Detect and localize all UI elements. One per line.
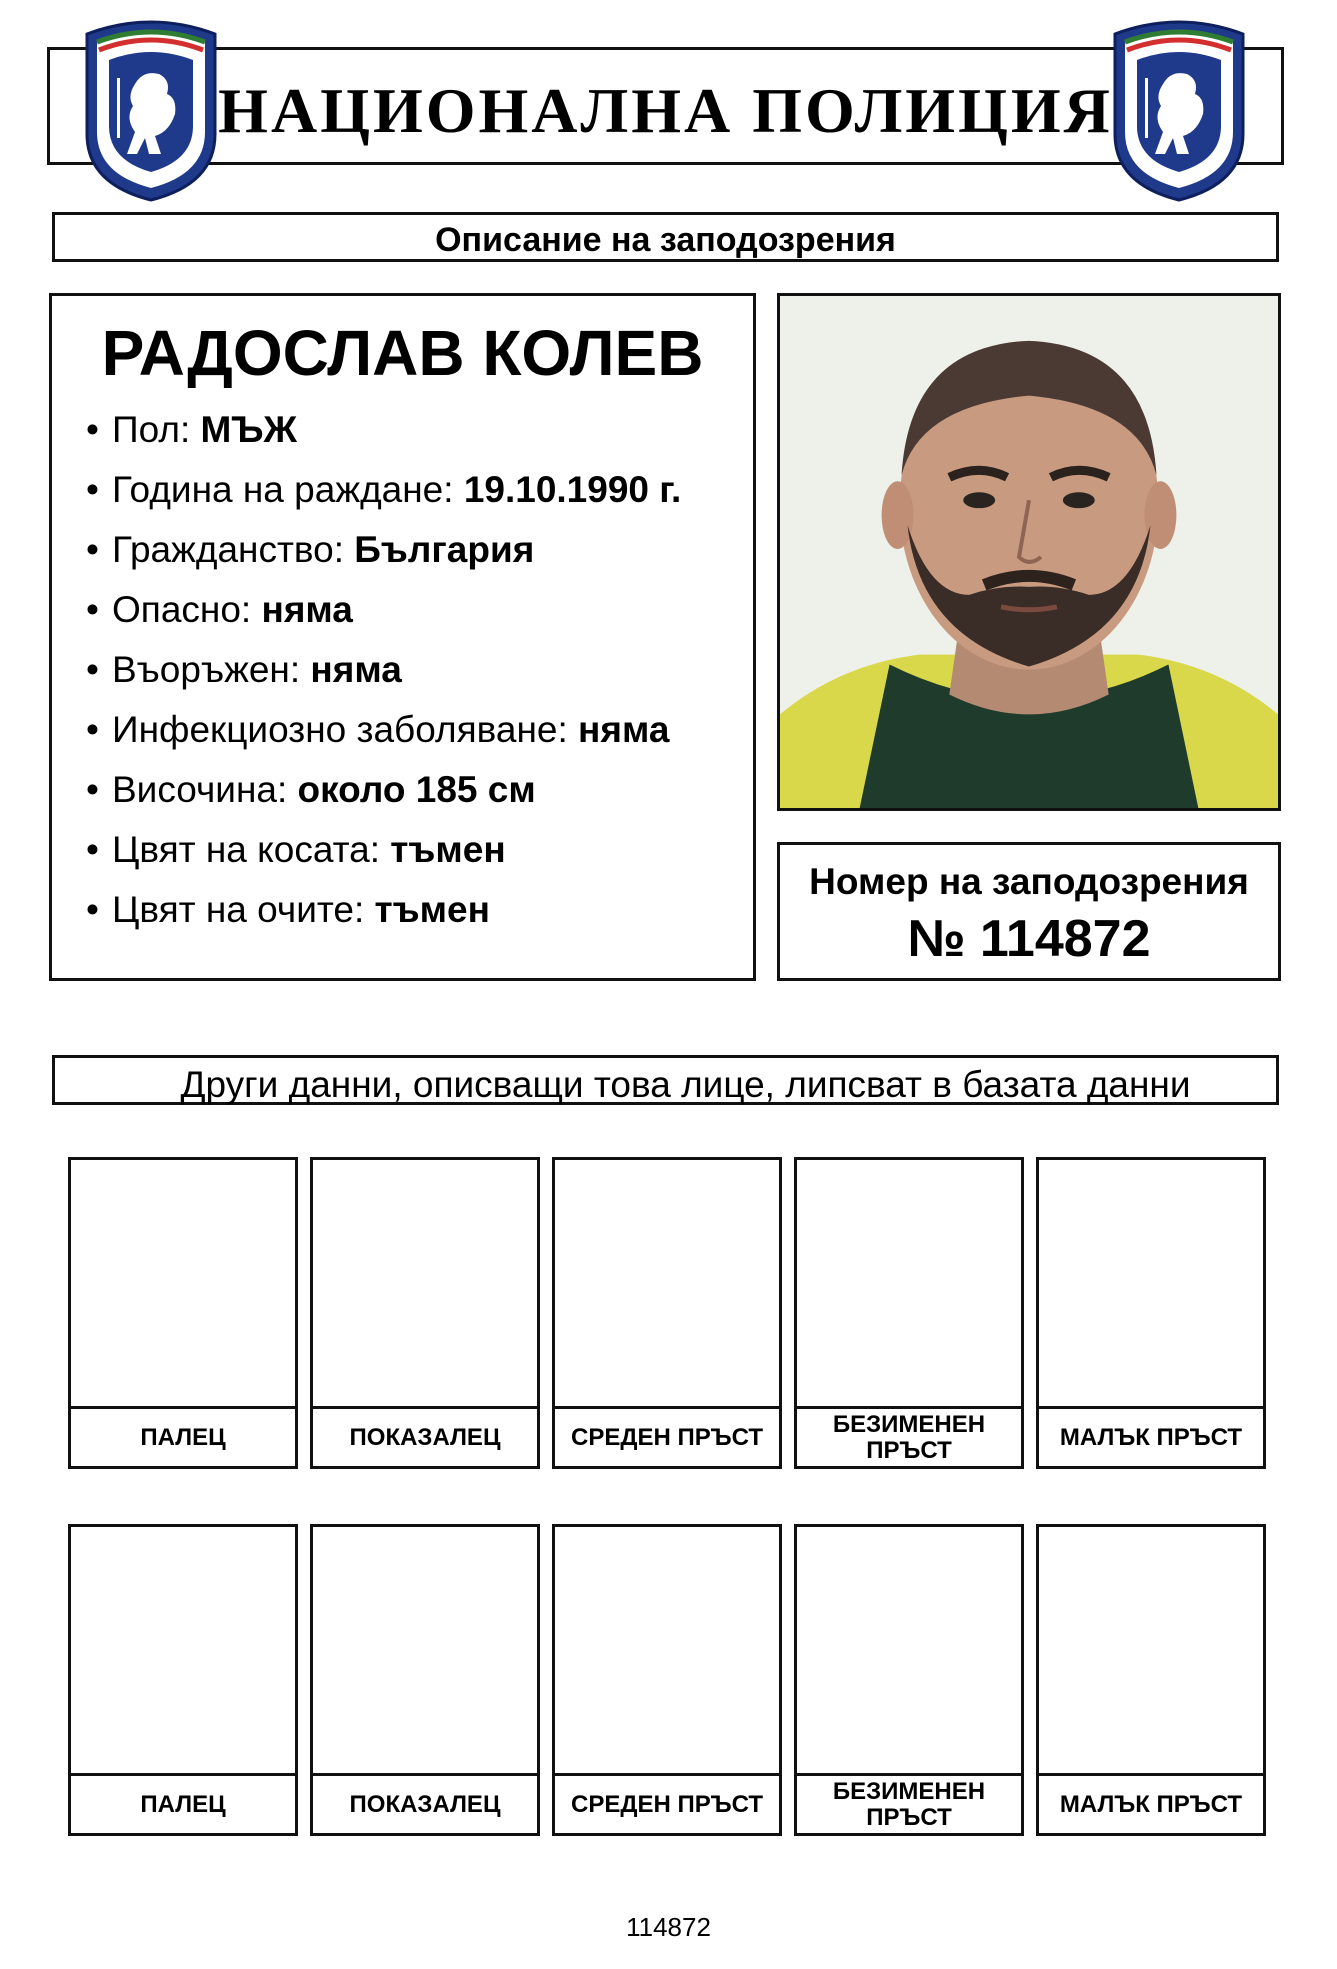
fingerprint-cell-thumb: [68, 1157, 298, 1469]
fingerprint-cell-ring: [794, 1157, 1024, 1469]
fingerprint-area: [313, 1160, 537, 1409]
fingerprint-label: МАЛЪК ПРЪСТ: [1059, 1423, 1243, 1451]
police-emblem-left: [77, 14, 225, 204]
detail-armed: • Въоръжен: няма: [86, 649, 402, 690]
fingerprint-cell-index: [310, 1157, 540, 1469]
fingerprint-area: [555, 1160, 779, 1409]
detail-value: България: [354, 529, 535, 570]
suspect-name: РАДОСЛАВ КОЛЕВ: [101, 317, 704, 389]
subtitle-text: Описание на заподозрения: [435, 221, 896, 259]
fingerprint-label: МАЛЪК ПРЪСТ: [1059, 1790, 1243, 1818]
fingerprint-cell-thumb: [68, 1524, 298, 1836]
detail-value: тъмен: [374, 889, 490, 930]
detail-label: Въоръжен:: [112, 649, 311, 690]
detail-value: 19.10.1990 г.: [463, 469, 682, 510]
fingerprint-cell-middle: [552, 1157, 782, 1469]
fingerprint-area: [1039, 1527, 1263, 1776]
detail-value: няма: [578, 709, 670, 750]
detail-value: около 185 см: [297, 769, 536, 810]
footer-number: 114872: [626, 1912, 711, 1942]
fingerprint-label: СРЕДЕН ПРЪСТ: [571, 1423, 763, 1451]
detail-value: няма: [310, 649, 402, 690]
detail-label: Опасно:: [112, 589, 262, 630]
police-emblem-right: [1105, 14, 1253, 204]
fingerprint-area: [71, 1527, 295, 1776]
fingerprint-label: ПОКАЗАЛЕЦ: [349, 1790, 501, 1818]
detail-birth-date: • Година на раждане: 19.10.1990 г.: [86, 469, 682, 510]
fingerprint-label: ПОКАЗАЛЕЦ: [349, 1423, 501, 1451]
detail-label: Инфекциозно заболяване:: [112, 709, 579, 750]
detail-label: Цвят на косата:: [112, 829, 391, 870]
detail-value: няма: [261, 589, 353, 630]
header-banner: [47, 47, 1284, 165]
detail-height: • Височина: около 185 см: [86, 769, 536, 810]
fingerprint-area: [555, 1527, 779, 1776]
suspect-info-panel: [49, 293, 756, 981]
suspect-number-value: № 114872: [907, 910, 1151, 968]
detail-label: Пол:: [112, 409, 201, 450]
suspect-number-label: Номер на заподозрения: [809, 861, 1249, 902]
detail-label: Цвят на очите:: [112, 889, 375, 930]
detail-hair-color: • Цвят на косата: тъмен: [86, 829, 506, 870]
suspect-photo: [780, 296, 1278, 808]
suspect-number-box: [777, 842, 1281, 981]
detail-eye-color: • Цвят на очите: тъмен: [86, 889, 490, 930]
fingerprint-cell-index: [310, 1524, 540, 1836]
fingerprint-area: [313, 1527, 537, 1776]
suspect-photo-frame: [777, 293, 1281, 811]
fingerprint-label: БЕЗИМЕНЕН ПРЪСТ: [832, 1410, 986, 1464]
fingerprint-label: СРЕДЕН ПРЪСТ: [571, 1790, 763, 1818]
detail-sex: • Пол: МЪЖ: [86, 409, 297, 450]
fingerprint-area: [71, 1160, 295, 1409]
detail-label: Гражданство:: [112, 529, 355, 570]
detail-label: Височина:: [112, 769, 298, 810]
detail-infectious-disease: • Инфекциозно заболяване: няма: [86, 709, 670, 750]
detail-citizenship: • Гражданство: България: [86, 529, 535, 570]
fingerprint-cell-middle: [552, 1524, 782, 1836]
missing-data-text: Други данни, описващи това лице, липсват в базата данни: [180, 1064, 1191, 1105]
detail-dangerous: • Опасно: няма: [86, 589, 353, 630]
header-title: НАЦИОНАЛНА ПОЛИЦИЯ: [218, 75, 1113, 146]
detail-label: Година на раждане:: [112, 469, 464, 510]
missing-data-bar: [52, 1055, 1279, 1105]
fingerprint-label: ПАЛЕЦ: [140, 1423, 226, 1451]
fingerprint-cell-little: [1036, 1157, 1266, 1469]
fingerprint-area: [797, 1160, 1021, 1409]
detail-value: тъмен: [390, 829, 506, 870]
fingerprint-cell-little: [1036, 1524, 1266, 1836]
suspect-details-list: [86, 406, 681, 946]
fingerprint-label: ПАЛЕЦ: [140, 1790, 226, 1818]
fingerprint-cell-ring: [794, 1524, 1024, 1836]
fingerprint-area: [797, 1527, 1021, 1776]
fingerprint-label: БЕЗИМЕНЕН ПРЪСТ: [832, 1777, 986, 1831]
subtitle-bar: [52, 212, 1279, 262]
detail-value: МЪЖ: [200, 409, 297, 450]
fingerprint-area: [1039, 1160, 1263, 1409]
